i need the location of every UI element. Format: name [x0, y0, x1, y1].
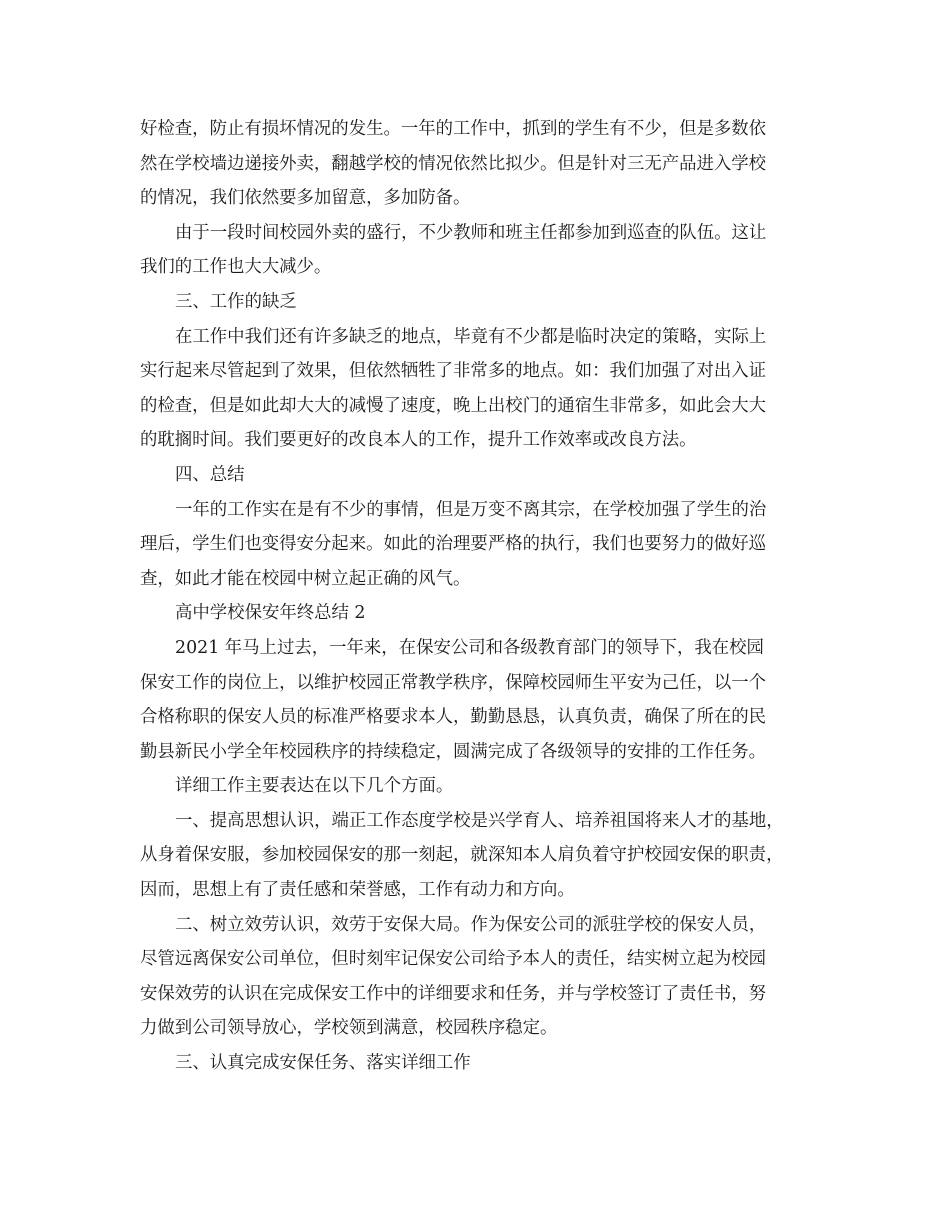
document-body: [140, 112, 812, 1081]
text-line: 勤县新民小学全年校园秩序的持续稳定，圆满完成了各级领导的安排的工作任务。: [140, 741, 767, 762]
text-line: 2021 年马上过去，一年来，在保安公司和各级教育部门的领导下，我在校园: [175, 637, 764, 658]
section-heading: 四、总结: [175, 464, 245, 485]
text-line: 详细工作主要表达在以下几个方面。: [175, 776, 454, 797]
text-line: 一、提高思想认识，端正工作态度学校是兴学育人、培养祖国将来人才的基地，: [175, 810, 784, 831]
text-line: 好检查，防止有损坏情况的发生。一年的工作中，抓到的学生有不少，但是多数依: [140, 119, 767, 139]
text-line: 查，如此才能在校园中树立起正确的风气。: [140, 568, 471, 589]
text-line: 的检查，但是如此却大大的减慢了速度，晚上出校门的通宿生非常多，如此会大大: [140, 395, 767, 416]
text-line: 在工作中我们还有许多缺乏的地点，毕竟有不少都是临时决定的策略，实际上: [175, 326, 767, 347]
document-title: 高中学校保安年终总结 2: [175, 603, 366, 624]
text-line: 我们的工作也大大减少。: [140, 257, 332, 278]
text-line: 的耽搁时间。我们要更好的改良本人的工作，提升工作效率或改良方法。: [140, 430, 697, 451]
text-line: 理后，学生们也变得安分起来。如此的治理要严格的执行，我们也要努力的做好巡: [140, 534, 767, 555]
text-line: 二、树立效劳认识，效劳于安保大局。作为保安公司的派驻学校的保安人员，: [175, 914, 767, 935]
text-line: 由于一段时间校园外卖的盛行，不少教师和班主任都参加到巡查的队伍。这让: [175, 222, 767, 243]
text-line: 因而，思想上有了责任感和荣誉感，工作有动力和方向。: [140, 880, 575, 901]
text-line: 力做到公司领导放心，学校领到满意，校园秩序稳定。: [140, 1018, 558, 1039]
text-line: 然在学校墙边递接外卖，翻越学校的情况依然比拟少。但是针对三无产品进入学校: [140, 153, 767, 174]
text-line: 从身着保安服，参加校园保安的那一刻起，就深知本人肩负着守护校园安保的职责，: [140, 845, 784, 866]
text-line: 合格称职的保安人员的标准严格要求本人，勤勤恳恳，认真负责，确保了所在的民: [140, 707, 767, 728]
section-heading: 三、工作的缺乏: [175, 291, 297, 312]
section-heading: 三、认真完成安保任务、落实详细工作: [175, 1053, 471, 1074]
text-line: 一年的工作实在是有不少的事情，但是万变不离其宗，在学校加强了学生的治: [175, 499, 767, 520]
text-line: 保安工作的岗位上，以维护校园正常教学秩序，保障校园师生平安为己任，以一个: [140, 672, 767, 693]
text-line: 实行起来尽管起到了效果，但依然牺牲了非常多的地点。如：我们加强了对出入证: [140, 361, 767, 382]
text-line: 尽管远离保安公司单位，但时刻牢记保安公司给予本人的责任，结实树立起为校园: [140, 949, 767, 970]
text-line: 安保效劳的认识在完成保安工作中的详细要求和任务，并与学校签订了责任书，努: [140, 983, 767, 1004]
text-line: 的情况，我们依然要多加留意，多加防备。: [140, 188, 471, 209]
